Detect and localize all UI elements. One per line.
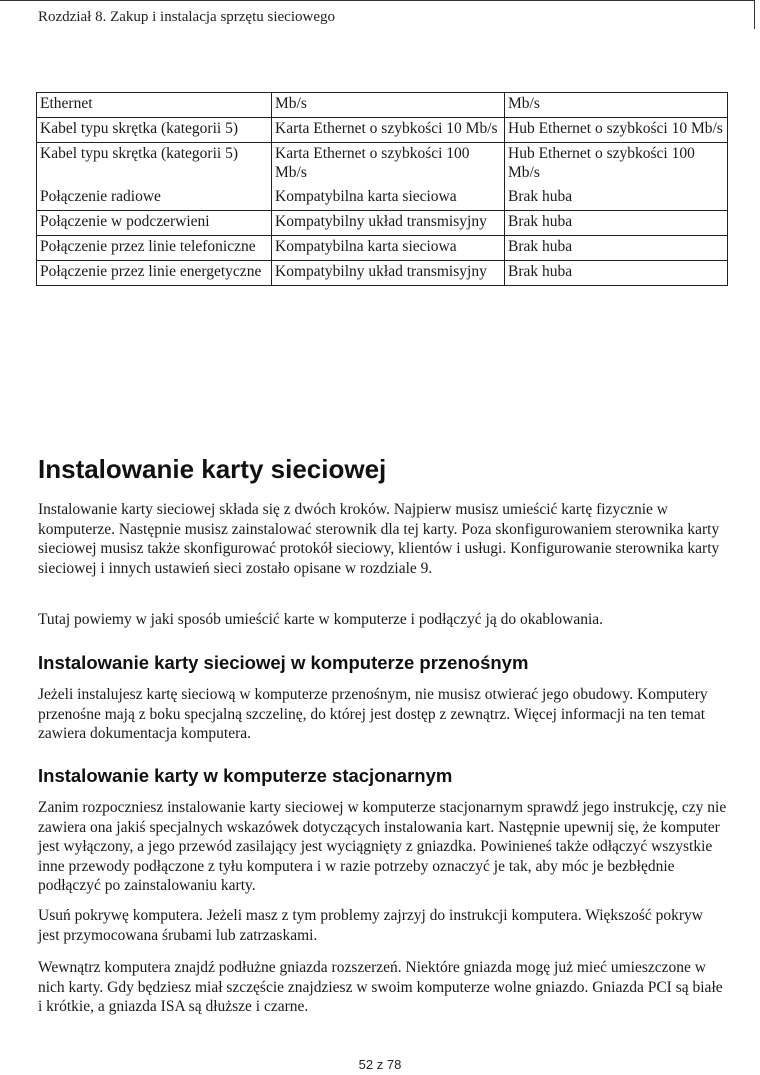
table-cell: Kompatybilna karta sieciowa <box>272 186 505 211</box>
table-row <box>37 261 728 286</box>
table-cell: Kompatybilna karta sieciowa <box>272 236 505 261</box>
table-cell: Brak huba <box>505 211 728 236</box>
table-cell: Karta Ethernet o szybkości 100 Mb/s <box>272 143 505 187</box>
table-cell: Hub Ethernet o szybkości 10 Mb/s <box>505 118 728 143</box>
desktop-paragraph-1: Zanim rozpoczniesz instalowanie karty sieciowej w komputerze stacjonarnym sprawdź jego instrukcję, czy nie zawiera ona jakiś specjalnych wskazówek dotyczących instalowania kart. Następnie upewnij się, że komputer jest wyłączony, a jego przewód zasilający jest wyciągnięty z gniazdka. Powinieneś także odłączyć wszystkie inne przewody podłączone z tyłu komputera i w razie potrzeby oznaczyć je tak, aby móc je bezbłędnie podłączyć po zainstalowaniu karty. <box>38 799 727 894</box>
section-paragraph-2: Tutaj powiemy w jaki sposób umieścić karte w komputerze i podłączyć ją do okablowania. <box>38 611 604 628</box>
table-row <box>37 186 728 211</box>
subsection-title-desktop: Instalowanie karty w komputerze stacjonarnym <box>38 765 453 786</box>
table-header-row <box>37 93 728 118</box>
table-cell: Połączenie radiowe <box>37 186 272 211</box>
table-cell: Kabel typu skrętka (kategorii 5) <box>37 143 272 187</box>
section-paragraph-1: Instalowanie karty sieciowej składa się z dwóch kroków. Najpierw musisz umieścić kartę fizycznie w komputerze. Następnie musisz zainstalować sterownik dla tej karty. Poza skonfigurowaniem sterownika karty sieciowej musisz także skonfigurować protokół sieciowy, klientów i usługi. Konfigurowanie sterownika karty sieciowej i innych ustawień sieci zostało opisane w rozdziale 9. <box>38 501 720 577</box>
table-cell: Kompatybilny układ transmisyjny <box>272 261 505 286</box>
table-row <box>37 211 728 236</box>
table-header-cell: Mb/s <box>505 93 728 118</box>
section-title: Instalowanie karty sieciowej <box>38 454 387 484</box>
table-row <box>37 118 728 143</box>
table-cell: Karta Ethernet o szybkości 10 Mb/s <box>272 118 505 143</box>
subsection-portable-paragraph: Jeżeli instalujesz kartę sieciową w komputerze przenośnym, nie musisz otwierać jego obudowy. Komputery przenośne mają z boku specjalną szczelinę, do której jest dostęp z zewnątrz. Więcej informacji na ten temat zawiera dokumentacja komputera. <box>38 686 708 742</box>
desktop-paragraph-3: Wewnątrz komputera znajdź podłużne gniazda rozszerzeń. Niektóre gniazda mogę już mieć umieszczone w nich karty. Gdy będziesz miał szczęście znajdziesz w swoim komputerze wolne gniazdo. Gniazda PCI są białe i krótkie, a gniazda ISA są dłuższe i czarne. <box>38 959 723 1015</box>
table-cell: Kompatybilny układ transmisyjny <box>272 211 505 236</box>
table-cell: Połączenie przez linie telefoniczne <box>37 236 272 261</box>
page-number: 52 z 78 <box>358 1057 402 1072</box>
network-media-table <box>36 92 728 286</box>
subsection-title-portable: Instalowanie karty sieciowej w komputerze przenośnym <box>38 652 529 673</box>
table-cell: Brak huba <box>505 186 728 211</box>
table-cell: Połączenie w podczerwieni <box>37 211 272 236</box>
table-cell: Kabel typu skrętka (kategorii 5) <box>37 118 272 143</box>
chapter-header: Rozdział 8. Zakup i instalacja sprzętu sieciowego <box>38 9 335 25</box>
table-cell: Brak huba <box>505 236 728 261</box>
table-header-cell: Ethernet <box>37 93 272 118</box>
table-row <box>37 236 728 261</box>
table-cell: Hub Ethernet o szybkości 100 Mb/s <box>505 143 728 187</box>
desktop-paragraph-2: Usuń pokrywę komputera. Jeżeli masz z tym problemy zajrzyj do instrukcji komputera. Większość pokryw jest przymocowana śrubami lub zatrzaskami. <box>38 907 703 944</box>
table-row <box>37 143 728 187</box>
table-header-cell: Mb/s <box>272 93 505 118</box>
table-cell: Brak huba <box>505 261 728 286</box>
table-cell: Połączenie przez linie energetyczne <box>37 261 272 286</box>
